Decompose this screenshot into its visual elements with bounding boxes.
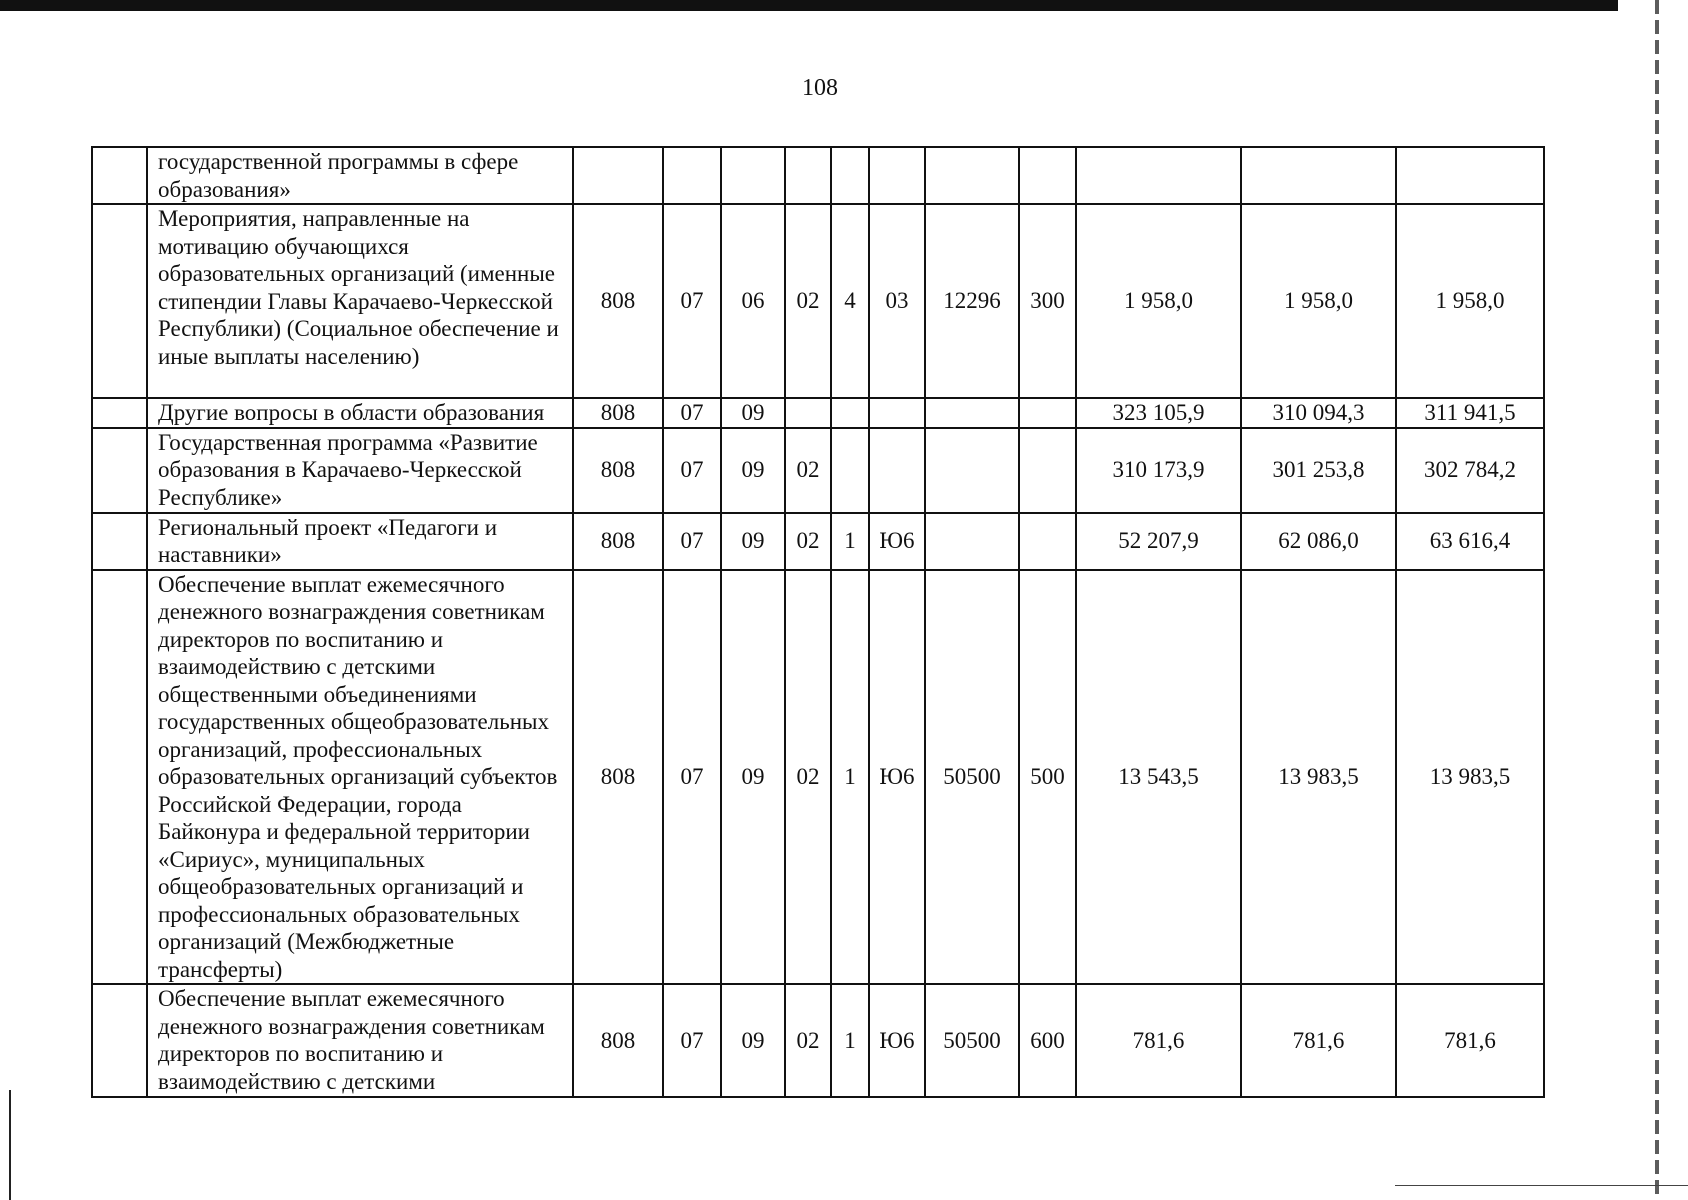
code-activity: Ю6 [869,984,925,1097]
code-section [663,147,721,204]
amount-year-1: 13 543,5 [1076,570,1241,985]
table-row [92,428,1544,513]
scan-edge-left [9,1090,11,1200]
code-ministry: 808 [573,570,663,985]
amount-year-3 [1396,147,1544,204]
code-expense-type [1019,398,1076,428]
code-direction: 50500 [925,984,1019,1097]
amount-year-1: 1 958,0 [1076,204,1241,398]
amount-year-2: 781,6 [1241,984,1396,1097]
code-expense-type [1019,513,1076,570]
row-index-cell [92,513,147,570]
code-subsection: 06 [721,204,785,398]
code-subsection: 09 [721,513,785,570]
table-row [92,570,1544,985]
row-name: Региональный проект «Педагоги и наставники» [147,513,573,570]
amount-year-2: 301 253,8 [1241,428,1396,513]
code-program: 02 [785,513,831,570]
code-subprogram: 4 [831,204,869,398]
table-row [92,204,1544,398]
code-subprogram [831,398,869,428]
code-subsection: 09 [721,570,785,985]
code-subprogram: 1 [831,513,869,570]
code-direction [925,398,1019,428]
code-expense-type: 300 [1019,204,1076,398]
code-ministry: 808 [573,204,663,398]
code-expense-type: 600 [1019,984,1076,1097]
code-ministry: 808 [573,428,663,513]
code-activity: Ю6 [869,570,925,985]
code-section: 07 [663,204,721,398]
amount-year-3: 311 941,5 [1396,398,1544,428]
code-direction: 12296 [925,204,1019,398]
code-subprogram [831,147,869,204]
row-name: государственной программы в сфере образования» [147,147,573,204]
code-section: 07 [663,428,721,513]
code-direction [925,513,1019,570]
code-subsection: 09 [721,984,785,1097]
budget-table [91,146,1545,1098]
code-expense-type [1019,147,1076,204]
code-direction: 50500 [925,570,1019,985]
amount-year-3: 302 784,2 [1396,428,1544,513]
code-section: 07 [663,984,721,1097]
code-ministry: 808 [573,984,663,1097]
scan-border-top [0,0,1618,11]
code-activity [869,428,925,513]
amount-year-2: 13 983,5 [1241,570,1396,985]
code-activity: Ю6 [869,513,925,570]
code-activity [869,398,925,428]
code-subsection: 09 [721,398,785,428]
row-name: Другие вопросы в области образования [147,398,573,428]
amount-year-3: 1 958,0 [1396,204,1544,398]
amount-year-3: 781,6 [1396,984,1544,1097]
amount-year-2: 1 958,0 [1241,204,1396,398]
code-program [785,147,831,204]
page-number: 108 [802,75,838,101]
code-program: 02 [785,428,831,513]
code-section: 07 [663,513,721,570]
amount-year-3: 63 616,4 [1396,513,1544,570]
row-index-cell [92,204,147,398]
code-subsection: 09 [721,428,785,513]
amount-year-2: 62 086,0 [1241,513,1396,570]
code-subprogram [831,428,869,513]
amount-year-2 [1241,147,1396,204]
code-program: 02 [785,204,831,398]
table-row [92,513,1544,570]
row-name: Обеспечение выплат ежемесячного денежного вознаграждения советникам директоров по воспитанию и взаимодействию с детскими [147,984,573,1097]
table-row [92,984,1544,1097]
code-expense-type: 500 [1019,570,1076,985]
row-name: Мероприятия, направленные на мотивацию обучающихся образовательных организаций (именные стипендии Главы Карачаево-Черкесской Республики) (Социальное обеспечение и иные выплаты населению) [147,204,573,398]
code-activity: 03 [869,204,925,398]
row-index-cell [92,984,147,1097]
scan-edge-right [1655,0,1659,1200]
amount-year-1: 781,6 [1076,984,1241,1097]
row-name: Государственная программа «Развитие образования в Карачаево-Черкесской Республике» [147,428,573,513]
code-ministry: 808 [573,398,663,428]
amount-year-3: 13 983,5 [1396,570,1544,985]
code-direction [925,428,1019,513]
table-row [92,147,1544,204]
code-program: 02 [785,570,831,985]
code-subprogram: 1 [831,570,869,985]
row-name: Обеспечение выплат ежемесячного денежного вознаграждения советникам директоров по воспитанию и взаимодействию с детскими общественными объединениями государственных общеобразовательных организаций, профессиональных образовательных организаций субъектов Российской Федерации, города Байконура и федеральной территории «Сириус», муниципальных общеобразовательных организаций и профессиональных образовательных организаций (Межбюджетные трансферты) [147,570,573,985]
code-ministry [573,147,663,204]
row-index-cell [92,570,147,985]
code-direction [925,147,1019,204]
code-section: 07 [663,398,721,428]
row-index-cell [92,147,147,204]
scan-line-bottom [1395,1185,1688,1186]
amount-year-2: 310 094,3 [1241,398,1396,428]
amount-year-1: 52 207,9 [1076,513,1241,570]
code-subsection [721,147,785,204]
table-row [92,398,1544,428]
code-program [785,398,831,428]
amount-year-1 [1076,147,1241,204]
code-expense-type [1019,428,1076,513]
code-program: 02 [785,984,831,1097]
code-ministry: 808 [573,513,663,570]
amount-year-1: 310 173,9 [1076,428,1241,513]
code-subprogram: 1 [831,984,869,1097]
amount-year-1: 323 105,9 [1076,398,1241,428]
row-index-cell [92,398,147,428]
code-activity [869,147,925,204]
row-index-cell [92,428,147,513]
code-section: 07 [663,570,721,985]
